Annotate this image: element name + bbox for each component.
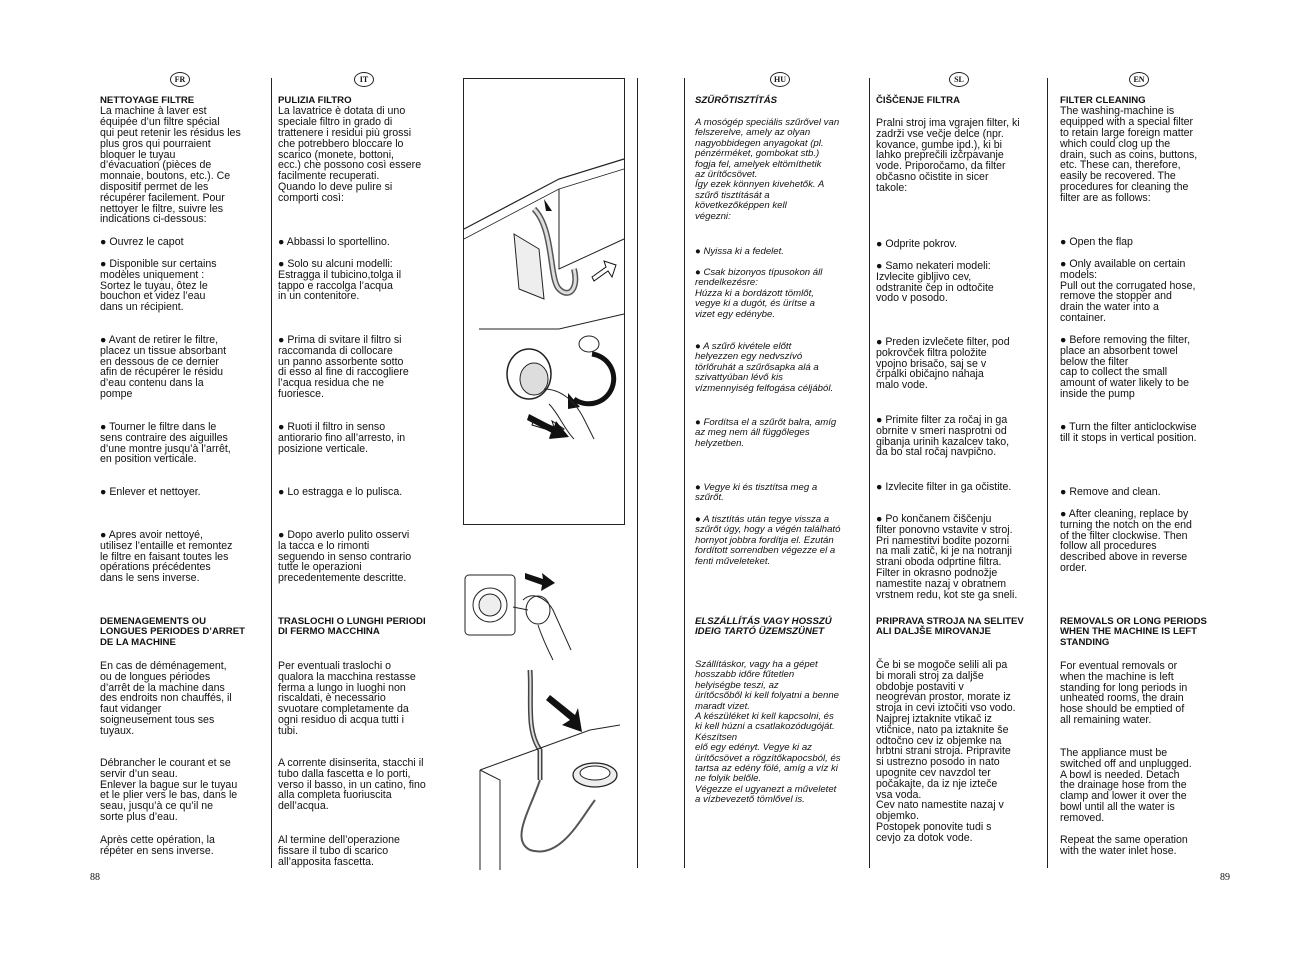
- paragraph: Débrancher le courant et se servir d’un seau. Enlever la bague sur le tuyau et le plier vers le bas, dans le seau, jusqu’à ce qu’il ne sorte plus d’eau.: [100, 757, 238, 823]
- section-heading: ČIŠČENJE FILTRA: [876, 95, 961, 106]
- paragraph: Al termine dell’operazione fissare il tubo di scarico all’apposita fascetta.: [278, 834, 400, 868]
- lang-badge-it: IT: [354, 72, 374, 87]
- lang-badge-hu: HU: [770, 72, 790, 87]
- lang-badge-sl: SL: [949, 72, 969, 87]
- step: ● Preden izvlečete filter, pod pokrovček filtra položite vpojno brisačo, saj se v črpalki običajno nahaja malo vode.: [876, 336, 1010, 392]
- step: ● Fordítsa el a szűrőt balra, amíg az meg nem áll függőleges helyzetben.: [695, 417, 837, 449]
- filter-flap-illustration: [464, 139, 624, 339]
- step: ● Open the flap: [1060, 236, 1133, 248]
- paragraph: For eventual removals or when the machine is left standing for long periods in unheated rooms, the drain hose should be emptied of all remaining water.: [1060, 660, 1188, 726]
- step: ● Ruoti il filtro in senso antiorario fino all’arresto, in posizione verticale.: [278, 421, 406, 455]
- step: ● Odprite pokrov.: [876, 238, 957, 250]
- section-heading: PULIZIA FILTRO: [278, 95, 352, 106]
- lang-badge-en: EN: [1129, 72, 1149, 87]
- step: ● Primite filter za ročaj in ga obrnite v smeri nasprotni od gibanja urinih kazalcev tako, da bo stal ročaj navpično.: [876, 414, 1010, 459]
- column-divider: [684, 78, 685, 868]
- step: ● Nyissa ki a fedelet.: [695, 246, 784, 257]
- section-heading: PRIPRAVA STROJA NA SELITEV ALI DALJŠE MIROVANJE: [876, 616, 1024, 638]
- step: ● Solo su alcuni modelli: Estragga il tubicino,tolga il tappo e raccolga l’acqua in un contenitore.: [278, 258, 402, 303]
- paragraph: En cas de déménagement, ou de longues périodes d’arrêt de la machine dans des endroits non chauffés, il faut vidanger soigneusement tous ses tuyaux.: [100, 660, 232, 737]
- step: ● Disponible sur certains modèles uniquement : Sortez le tuyau, ôtez le bouchon et videz l’eau dans un récipient.: [100, 258, 217, 314]
- step: ● Po končanem čiščenju filter ponovno vstavite v stroj. Pri namestitvi bodite pozorni na mali zatič, ki je na notranji strani obodа odprtine filtra. Filter in okrasno podnožje namestite nazaj v obratnem vrstnem redu, kot ste ga sneli.: [876, 513, 1018, 601]
- column-divider: [637, 78, 638, 868]
- step: ● Only available on certain models: Pull out the corrugated hose, remove the stopper and drain the water into a container.: [1060, 258, 1196, 324]
- step: ● A szűrő kivétele előtt helyezzen egy nedvszívó törlőruhát a szűrősapka alá a szivattyúban lévő kis vízmennyiség felfogása céljából.: [695, 341, 834, 394]
- column-divider: [1047, 78, 1048, 868]
- paragraph: Après cette opération, la répéter en sens inverse.: [100, 834, 215, 857]
- step: ● Turn the filter anticlockwise till it stops in vertical position.: [1060, 421, 1197, 444]
- illustration-panel: [463, 78, 625, 525]
- column-divider: [869, 78, 870, 868]
- drain-hose-illustration: [470, 670, 620, 870]
- section-heading: NETTOYAGE FILTRE: [100, 95, 195, 106]
- paragraph: The washing-machine is equipped with a special filter to retain large foreign matter which could clog up the drain, such as coins, buttons, etc. These can, therefore, easily be recovered. The procedures for cleaning the filter are as follows:: [1060, 105, 1198, 204]
- paragraph: Če bi se mogoče selili ali pa bi morali stroj za daljše obdobje postaviti v neogrevan prostor, morate iz stroja in cevi iztočiti vso vodo. Najprej iztaknite vtikač iz vtičnice, nato pa iztaknite še odtočno cev iz objemke na hrbtni strani stroja. Pripravite si ustrezno posodo in nato upognite cev navzdol ter počakajte, da iz nje izteče vsa voda. Cev nato namestite nazaj v objemko. Postopek ponovite tudi s cevjo za dotok vode.: [876, 659, 1016, 844]
- paragraph: La lavatrice è dotata di uno speciale filtro in grado di trattenere i residui più grossi che potrebbero bloccare lo scarico (monete, bottoni, ecc.) che possono così essere facilmente recuperati. Quando lo deve pulire si comporti così:: [278, 105, 422, 204]
- step: ● Vegye ki és tisztítsa meg a szűrőt.: [695, 482, 818, 504]
- step: ● Prima di svitare il filtro si raccomanda di collocare un panno assorbente sotto di esso al fine di raccogliere l’acqua residua che ne fuoriesce.: [278, 334, 409, 400]
- step: ● Before removing the filter, place an absorbent towel below the filter cap to collect the small amount of water likely to be inside the pump: [1060, 334, 1191, 400]
- step: ● Dopo averlo pulito osservi la tacca e lo rimonti seguendo in senso contrario tutte le operazioni precedentemente descritte.: [278, 529, 412, 585]
- step: ● Lo estragga e lo pulisca.: [278, 486, 403, 498]
- step: ● Izvlecite filter in ga očistite.: [876, 481, 1012, 493]
- step: ● Remove and clean.: [1060, 486, 1161, 498]
- paragraph: The appliance must be switched off and unplugged. A bowl is needed. Detach the drainage hose from the clamp and lower it over the bowl until all the water is removed.: [1060, 747, 1192, 824]
- step: ● Csak bizonyos típusokon áll rendelkezésre: Húzza ki a bordázott tömlőt, vegye ki a dugót, és ürítse a vizet egy edénybe.: [695, 267, 823, 320]
- paragraph: La machine à laver est équipée d’un filtre spécial qui peut retenir les résidus les plus gros qui pourraient bloquer le tuyau d’évacuation (pièces de monnaie, boutons, etc.). Ce dispositif permet de les récupérer facilement. Pour nettoyer le filtre, suivre les indications ci-dessous:: [100, 105, 241, 226]
- paragraph: Per eventuali traslochi o qualora la macchina restasse ferma a lungo in luoghi non riscaldati, è necessario svuotare completamente da ogni residuo di acqua tutti i tubi.: [278, 660, 416, 737]
- paragraph: Repeat the same operation with the water inlet hose.: [1060, 834, 1188, 857]
- step: ● Enlever et nettoyer.: [100, 486, 201, 498]
- step: ● Avant de retirer le filtre, placez un tissue absorbant en dessous de ce dernier afin de récupérer le résidu d’eau contenu dans la pompe: [100, 334, 227, 400]
- step: ● Abbassi lo sportellino.: [278, 236, 390, 248]
- step: ● Samo nekateri modeli: Izvlecite gibljivo cev, odstranite čep in odtočite vodo v posodo.: [876, 260, 994, 305]
- section-heading: ELSZÁLLÍTÁS VAGY HOSSZÚ IDEIG TARTÓ ÜZEMSZÜNET: [695, 616, 832, 638]
- section-heading: REMOVALS OR LONG PERIODS WHEN THE MACHINE IS LEFT STANDING: [1060, 616, 1207, 648]
- section-heading: FILTER CLEANING: [1060, 95, 1146, 106]
- section-heading: SZŰRŐTISZTÍTÁS: [695, 95, 778, 106]
- step: ● Apres avoir nettoyé, utilisez l’entaille et remontez le filtre en faisant toutes les opérations précédentes dans le sens inverse.: [100, 529, 233, 585]
- column-divider: [271, 78, 272, 868]
- unplug-illustration: [463, 565, 583, 665]
- section-heading: TRASLOCHI O LUNGHI PERIODI DI FERMO MACCHINA: [278, 616, 426, 638]
- page-number-left: 88: [90, 872, 100, 883]
- step: ● After cleaning, replace by turning the notch on the end of the filter clockwise. Then follow all procedures described above in reverse order.: [1060, 508, 1192, 574]
- paragraph: Pralni stroj ima vgrajen filter, ki zadrži vse večje delce (npr. kovance, gumbe ipd.), ki bi lahko preprečili izčrpavanje vode. Priporočamo, da filter občasno očistite in sicer takole:: [876, 117, 1020, 194]
- step: ● Tourner le filtre dans le sens contraire des aiguilles d’une montre jusqu’à l’arrêt, en position verticale.: [100, 421, 231, 466]
- paragraph: Szállításkor, vagy ha a gépet hosszabb időre fűtetlen helyiségbe teszi, az ürítőcsőből ki kell folyatni a benne maradt vizet. A készüléket ki kell kapcsolni, és ki kell húzni a csatlakozódugóját. Készítsen elő egy edényt. Vegye ki az ürítőcsövet a rögzítőkapocsból, és tartsa az edény fölé, amíg a víz ki ne folyik belőle. Végezze el ugyanezt a műveletet a vízbevezető tömlővel is.: [695, 659, 841, 806]
- paragraph: A corrente disinserita, stacchi il tubo dalla fascetta e lo porti, verso il basso, in un catino, fino alla completa fuoriuscita dell’acqua.: [278, 757, 426, 813]
- section-heading: DEMENAGEMENTS OU LONGUES PERIODES D’ARRET DE LA MACHINE: [100, 616, 245, 648]
- lang-badge-fr: FR: [170, 72, 190, 87]
- step: ● Ouvrez le capot: [100, 236, 184, 248]
- filter-pull-arrow: [524, 409, 584, 449]
- page-number-right: 89: [1220, 872, 1230, 883]
- paragraph: A mosógép speciális szűrővel van felszerelve, amely az olyan nagyobbidegen anyagokat (pl. pénzérméket, gombokat stb.) fogja fel, amelyek eltömíthetik az ürítőcsövet. Így ezek könnyen kivehetők. A szűrő tisztítását a következőképpen kell végezni:: [695, 117, 840, 222]
- step: ● A tisztítás után tegye vissza a szűrőt úgy, hogy a végén található hornyot jobbra fordítja el. Ezután fordított sorrendben végezze el a fenti műveleteket.: [695, 514, 841, 567]
